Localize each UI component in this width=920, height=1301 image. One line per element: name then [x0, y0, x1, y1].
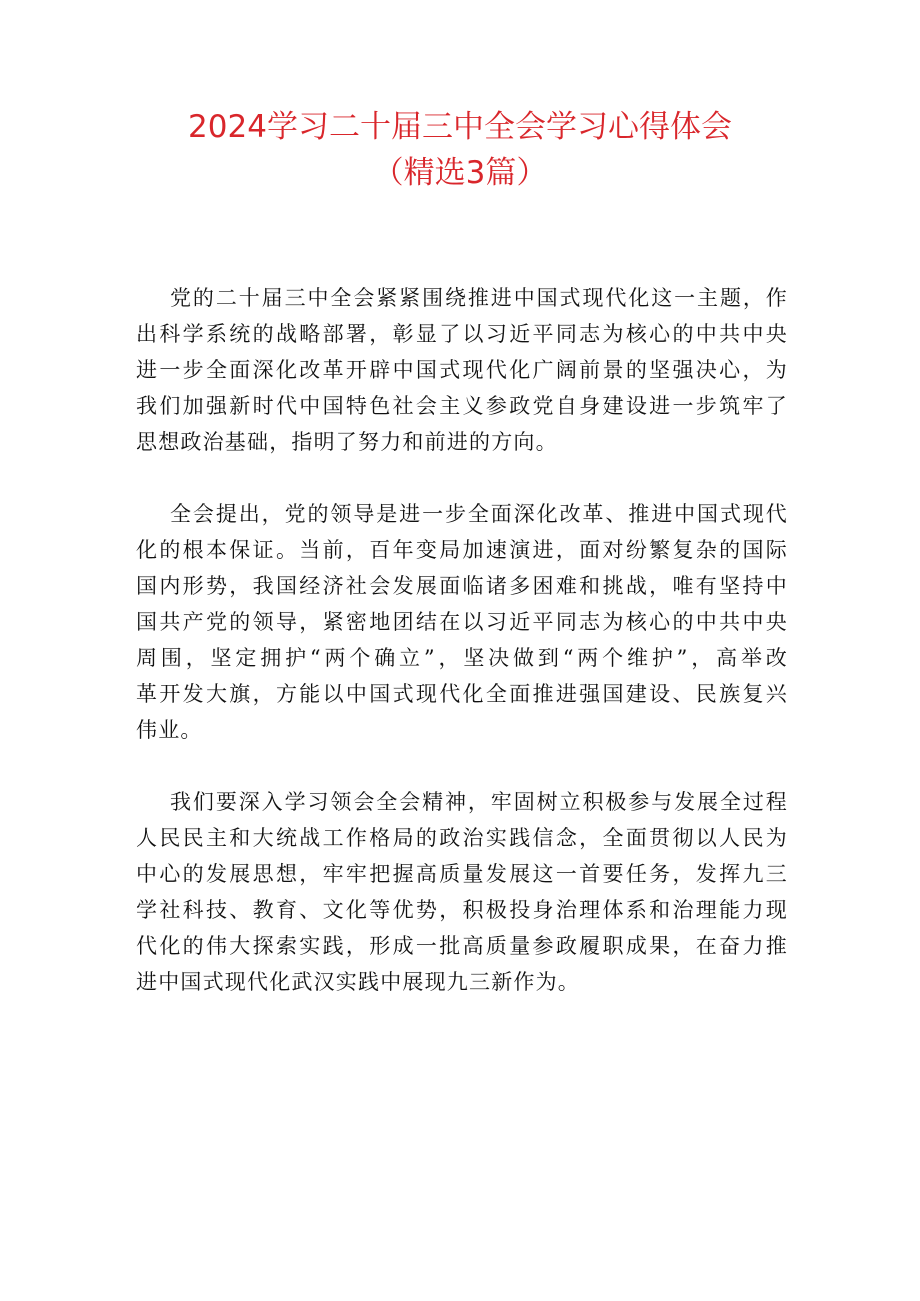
paragraph-line: 出科学系统的战略部署，彰显了以习近平同志为核心的中共中央: [136, 322, 788, 346]
paragraph-line: 进一步全面深化改革开辟中国式现代化广阔前景的坚强决心，为: [136, 358, 788, 382]
paragraph-line: 我们要深入学习领会全会精神，牢固树立积极参与发展全过程: [170, 790, 788, 814]
document-body: [136, 280, 788, 1036]
document-title: [0, 104, 920, 196]
paragraph-line: 我们加强新时代中国特色社会主义参政党自身建设进一步筑牢了: [136, 394, 788, 418]
paragraph-line: 思想政治基础，指明了努力和前进的方向。: [136, 430, 558, 454]
paragraph-line: 中心的发展思想，牢牢把握高质量发展这一首要任务，发挥九三: [136, 862, 788, 886]
paragraph-line: 周围，坚定拥护“两个确立”，坚决做到“两个维护”，高举改: [136, 646, 788, 670]
paragraph-line: 代化的伟大探索实践，形成一批高质量参政履职成果，在奋力推: [136, 934, 788, 958]
paragraph-3: [136, 784, 788, 1000]
paragraph-line: 进中国式现代化武汉实践中展现九三新作为。: [136, 970, 580, 994]
paragraph-line: 人民民主和大统战工作格局的政治实践信念，全面贯彻以人民为: [136, 826, 788, 850]
paragraph-line: 全会提出，党的领导是进一步全面深化改革、推进中国式现代: [170, 502, 788, 526]
paragraph-line: 学社科技、教育、文化等优势，积极投身治理体系和治理能力现: [136, 898, 788, 922]
paragraph-line: 化的根本保证。当前，百年变局加速演进，面对纷繁复杂的国际: [136, 538, 788, 562]
paragraph-line: 国共产党的领导，紧密地团结在以习近平同志为核心的中共中央: [136, 610, 788, 634]
paragraph-line: 国内形势，我国经济社会发展面临诸多困难和挑战，唯有坚持中: [136, 574, 788, 598]
title-line-2: （精选3篇）: [372, 155, 548, 191]
paragraph-2: [136, 496, 788, 748]
paragraph-1: [136, 280, 788, 460]
title-line-1: 2024学习二十届三中全会学习心得体会: [188, 109, 732, 145]
paragraph-line: 革开发大旗，方能以中国式现代化全面推进强国建设、民族复兴: [136, 682, 788, 706]
paragraph-line: 伟业。: [136, 718, 203, 742]
paragraph-line: 党的二十届三中全会紧紧围绕推进中国式现代化这一主题，作: [170, 286, 788, 310]
